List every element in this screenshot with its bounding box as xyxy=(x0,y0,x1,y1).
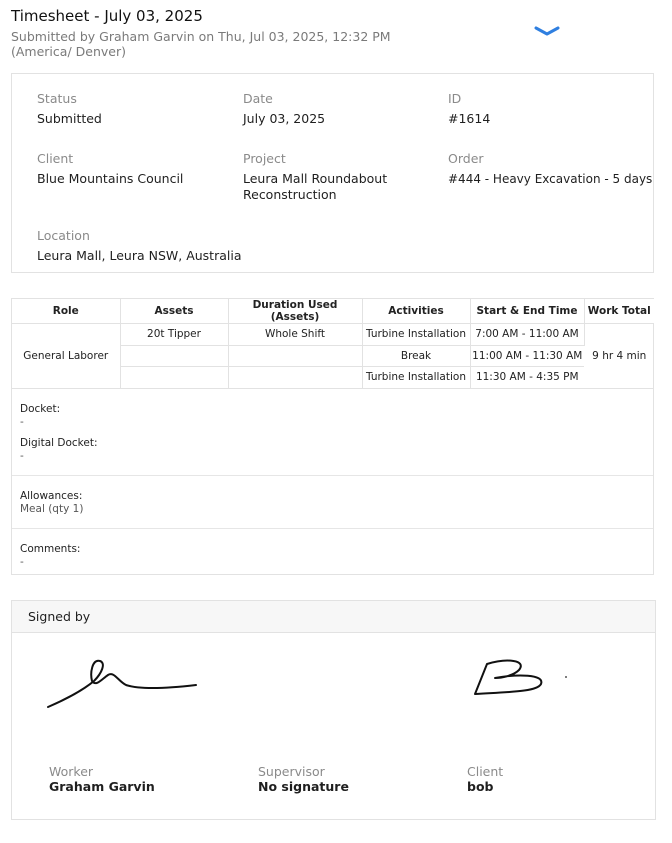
table-header-row xyxy=(12,299,654,324)
page-title: Timesheet - July 03, 2025 xyxy=(11,7,203,25)
order-value: #444 - Heavy Excavation - 5 days xyxy=(448,172,653,186)
asset-cell xyxy=(120,345,228,367)
status-field xyxy=(37,91,102,127)
digital-docket-value: - xyxy=(20,449,24,462)
asset-cell: 20t Tipper xyxy=(120,324,228,346)
comments-value: - xyxy=(20,555,24,568)
worker-name: Graham Garvin xyxy=(49,779,155,794)
signatures-card xyxy=(11,600,656,820)
chevron-down-icon[interactable] xyxy=(534,24,560,40)
worker-signature xyxy=(49,764,155,795)
submission-info: Submitted by Graham Garvin on Thu, Jul 03, 2025, 12:32 PM (America/ Denver) xyxy=(11,29,391,59)
comments-label: Comments: xyxy=(20,542,81,555)
docket-section xyxy=(12,389,653,475)
timesheet-entries-card xyxy=(11,298,654,575)
table-row xyxy=(12,324,654,346)
column-header-activities: Activities xyxy=(362,299,470,324)
timesheet-details-card xyxy=(11,73,654,273)
supervisor-name: No signature xyxy=(258,779,349,794)
activity-cell: Break xyxy=(362,345,470,367)
client-field xyxy=(37,151,183,187)
location-label: Location xyxy=(37,228,90,243)
collapse-button[interactable] xyxy=(534,24,560,40)
activity-cell: Turbine Installation xyxy=(362,324,470,346)
order-label: Order xyxy=(448,151,484,166)
status-label: Status xyxy=(37,91,77,106)
duration-cell: Whole Shift xyxy=(228,324,362,346)
asset-cell xyxy=(120,367,228,389)
client-value: Blue Mountains Council xyxy=(37,171,184,186)
location-value: Leura Mall, Leura NSW, Australia xyxy=(37,248,242,263)
location-field xyxy=(37,228,241,264)
duration-cell xyxy=(228,345,362,367)
date-field xyxy=(243,91,325,127)
status-value: Submitted xyxy=(37,111,102,126)
allowances-value: Meal (qty 1) xyxy=(20,502,84,515)
column-header-assets: Assets xyxy=(120,299,228,324)
client-signature-name: bob xyxy=(467,779,494,794)
project-label: Project xyxy=(243,151,286,166)
role-cell: General Laborer xyxy=(12,324,120,389)
client-label: Client xyxy=(37,151,74,166)
timesheet-table xyxy=(12,299,654,389)
activity-cell: Turbine Installation xyxy=(362,367,470,389)
project-value: Leura Mall Roundabout Reconstruction xyxy=(243,171,388,202)
comments-section xyxy=(12,528,653,580)
time-cell: 11:30 AM - 4:35 PM xyxy=(470,367,584,389)
supervisor-label: Supervisor xyxy=(258,764,325,779)
client-signature xyxy=(467,764,503,795)
column-header-work-total: Work Total xyxy=(584,299,654,324)
time-cell: 7:00 AM - 11:00 AM xyxy=(470,324,584,346)
project-field xyxy=(243,151,433,203)
allowances-section xyxy=(12,475,653,528)
client-signature-image xyxy=(467,656,587,701)
column-header-role: Role xyxy=(12,299,120,324)
id-value: #1614 xyxy=(448,111,491,126)
id-label: ID xyxy=(448,91,462,106)
digital-docket-label: Digital Docket: xyxy=(20,436,98,449)
date-value: July 03, 2025 xyxy=(243,111,326,126)
worker-label: Worker xyxy=(49,764,94,779)
id-field xyxy=(448,91,490,127)
duration-cell xyxy=(228,367,362,389)
date-label: Date xyxy=(243,91,273,106)
worker-signature-image xyxy=(42,651,217,716)
supervisor-signature xyxy=(258,764,349,795)
column-header-time: Start & End Time xyxy=(470,299,584,324)
docket-value: - xyxy=(20,415,24,428)
client-signature-label: Client xyxy=(467,764,504,779)
time-cell: 11:00 AM - 11:30 AM xyxy=(470,345,584,367)
work-total-cell: 9 hr 4 min xyxy=(584,324,654,389)
order-field xyxy=(448,151,654,187)
docket-label: Docket: xyxy=(20,402,61,415)
allowances-label: Allowances: xyxy=(20,489,83,502)
signed-by-heading: Signed by xyxy=(12,601,655,633)
column-header-duration: Duration Used (Assets) xyxy=(228,299,362,324)
